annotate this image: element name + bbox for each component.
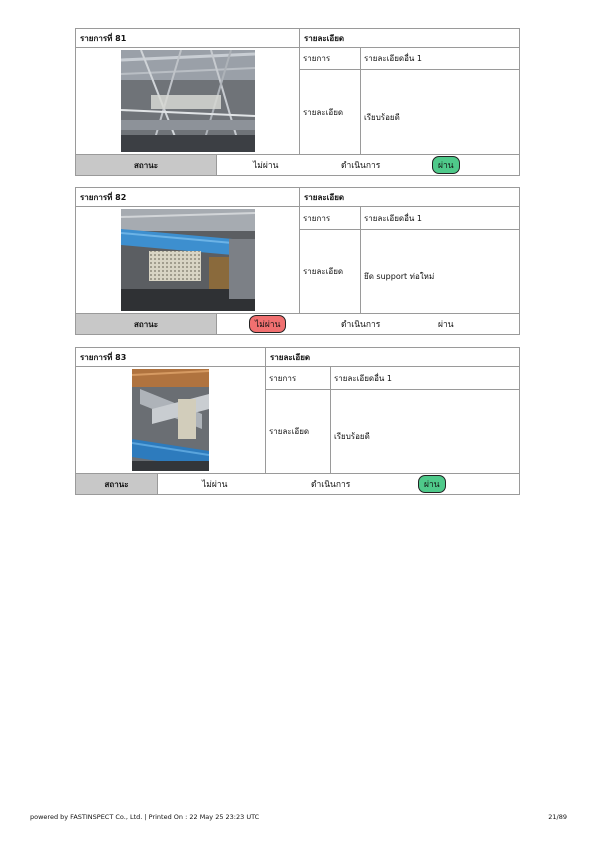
detail-value: ยึด support ท่อใหม่: [364, 272, 435, 281]
detail-row: [266, 390, 519, 473]
list-label: รายการ: [266, 367, 331, 389]
detail-panel: [300, 48, 519, 154]
detail-panel: [300, 207, 519, 313]
status-option-pass[interactable]: ผ่าน: [438, 320, 454, 330]
inspection-item-83: [75, 347, 520, 495]
status-option-fail[interactable]: ไม่ผ่าน: [202, 480, 228, 490]
status-option-fail[interactable]: ไม่ผ่าน: [249, 315, 286, 333]
inspection-item-82: [75, 187, 520, 335]
item-body: [76, 367, 519, 474]
details-header: รายละเอียด: [304, 33, 345, 43]
status-options: [217, 155, 519, 175]
list-value: รายละเอียดอื่น 1: [334, 373, 393, 383]
status-option-fail[interactable]: ไม่ผ่าน: [253, 161, 279, 171]
footer-credit: powered by FASTINSPECT Co., Ltd. | Printed On : 22 May 25 23:23 UTC: [30, 813, 260, 821]
item-number-label: รายการที่ 82: [76, 188, 300, 206]
photo-cell: [76, 207, 300, 313]
detail-row: [300, 70, 519, 154]
page-number: 21/89: [548, 813, 567, 821]
status-option-in-progress[interactable]: ดำเนินการ: [311, 480, 351, 490]
photo-cell: [76, 367, 266, 473]
details-header: รายละเอียด: [270, 352, 311, 362]
item-number-label: รายการที่ 83: [76, 348, 266, 366]
item-header: [76, 348, 519, 367]
detail-value: เรียบร้อยดี: [334, 432, 370, 441]
item-header: [76, 29, 519, 48]
list-row: [266, 367, 519, 390]
detail-label: รายละเอียด: [300, 70, 361, 154]
detail-value: เรียบร้อยดี: [364, 112, 400, 122]
list-value: รายละเอียดอื่น 1: [364, 213, 423, 223]
status-option-pass[interactable]: ผ่าน: [432, 156, 460, 174]
status-option-pass[interactable]: ผ่าน: [418, 475, 446, 493]
inspection-photo[interactable]: [121, 50, 255, 152]
status-row: [76, 474, 519, 494]
status-label: สถานะ: [76, 474, 158, 494]
item-body: [76, 48, 519, 155]
status-row: [76, 155, 519, 175]
list-row: [300, 207, 519, 230]
item-header: [76, 188, 519, 207]
status-label: สถานะ: [76, 155, 217, 175]
status-option-in-progress[interactable]: ดำเนินการ: [341, 320, 381, 330]
list-label: รายการ: [300, 48, 361, 69]
inspection-photo[interactable]: [121, 209, 255, 311]
inspection-photo[interactable]: [132, 369, 209, 471]
detail-panel: [266, 367, 519, 473]
detail-row: [300, 230, 519, 313]
photo-cell: [76, 48, 300, 154]
detail-label: รายละเอียด: [300, 230, 361, 313]
list-value: รายละเอียดอื่น 1: [364, 54, 423, 63]
item-number-label: รายการที่ 81: [76, 29, 300, 47]
detail-label: รายละเอียด: [266, 390, 331, 473]
status-row: [76, 314, 519, 334]
inspection-item-81: [75, 28, 520, 176]
status-options: [158, 474, 519, 494]
status-option-in-progress[interactable]: ดำเนินการ: [341, 161, 381, 171]
item-body: [76, 207, 519, 314]
list-label: รายการ: [300, 207, 361, 229]
list-row: [300, 48, 519, 70]
status-options: [217, 314, 519, 334]
status-label: สถานะ: [76, 314, 217, 334]
details-header: รายละเอียด: [304, 192, 345, 202]
